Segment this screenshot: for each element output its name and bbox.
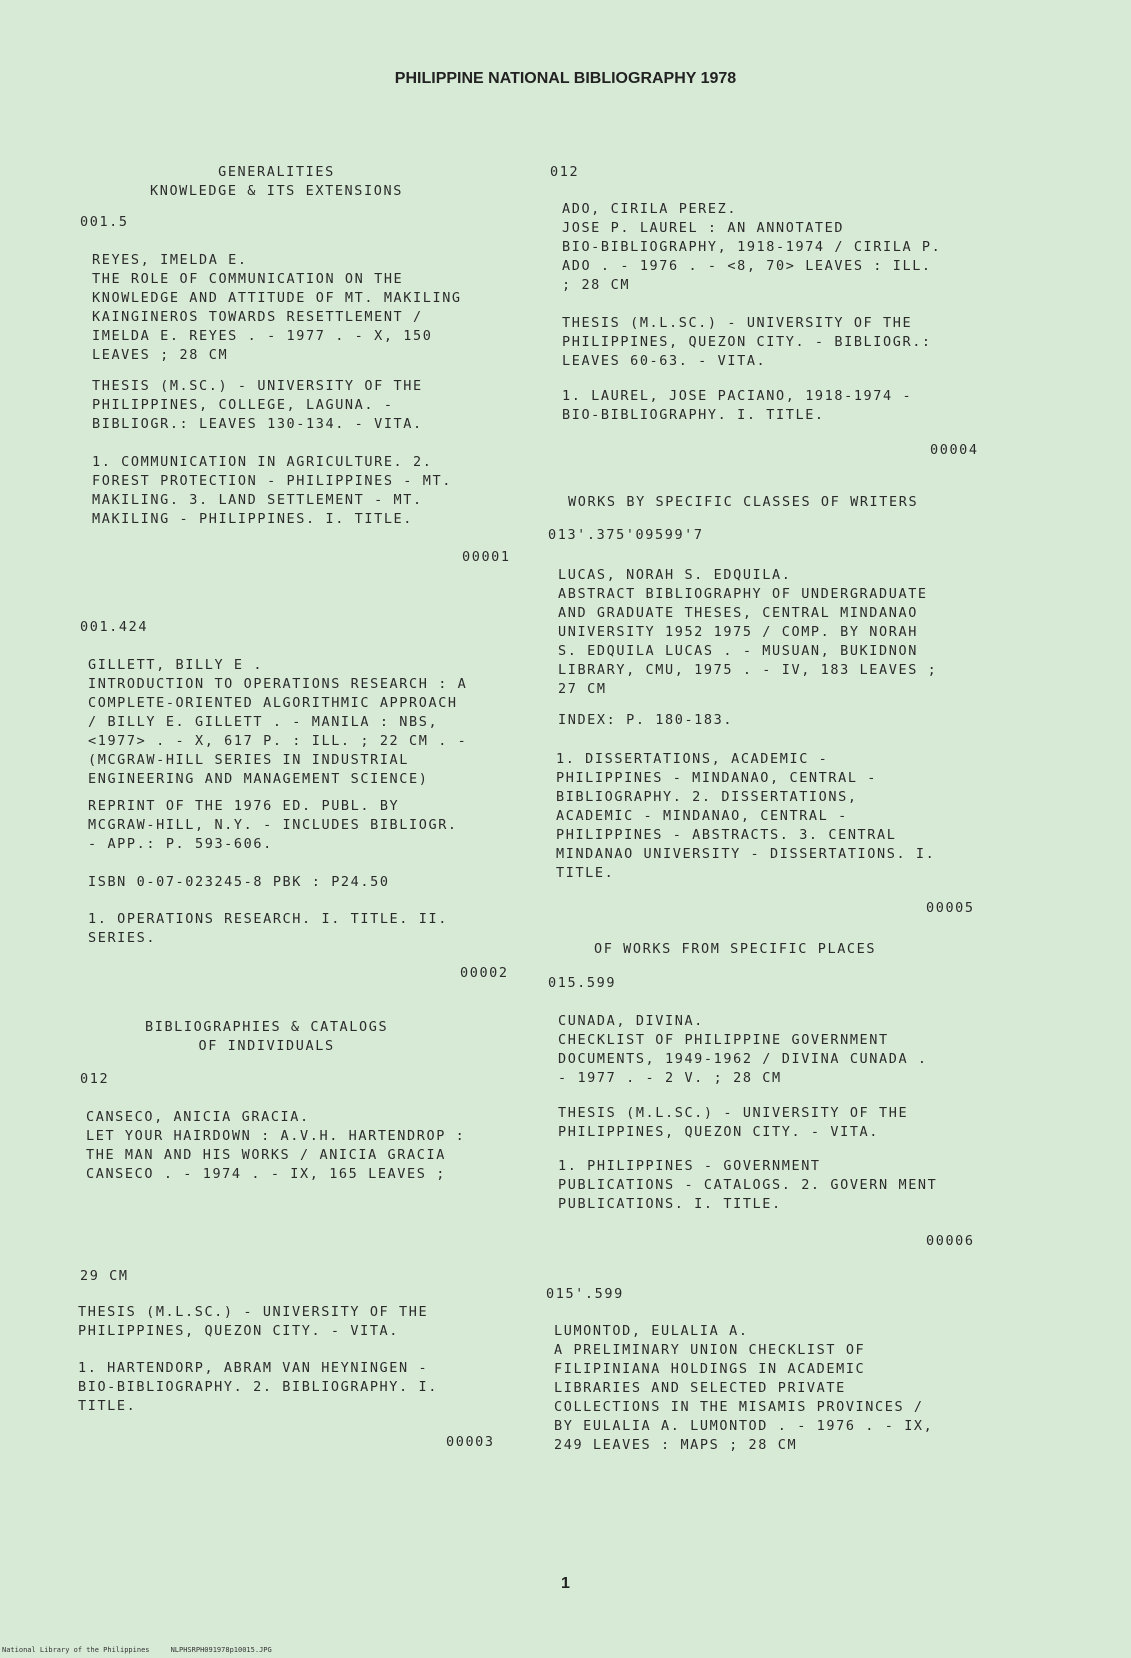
entry-body: CANSECO, ANICIA GRACIA. LET YOUR HAIRDOWN : A.V.H. HARTENDROP : THE MAN AND HIS WORKS / ANICIA GRACIA CANSECO . - 1974 . - IX, 165 LEAVES ; xyxy=(86,1109,466,1182)
scan-footer: National Library of the Philippines NLPHSRPH091978p10015.JPG xyxy=(2,1646,272,1654)
section-heading-classes-of-writers: WORKS BY SPECIFIC CLASSES OF WRITERS xyxy=(568,494,919,510)
entry-number: 00001 xyxy=(462,549,511,565)
class-number: 012 xyxy=(550,164,580,180)
entry-subjects: 1. OPERATIONS RESEARCH. I. TITLE. II. SERIES. xyxy=(88,911,448,946)
entry-body: LUMONTOD, EULALIA A. A PRELIMINARY UNION CHECKLIST OF FILIPINIANA HOLDINGS IN ACADEMIC LIBRARIES AND SELECTED PRIVATE COLLECTIONS IN THE MISAMIS PROVINCES / BY EULALIA A. LUMONTOD . - 1976 . - IX, 249 LEAVES : MAPS ; 28 CM xyxy=(554,1323,934,1453)
entry-number: 00002 xyxy=(460,965,509,981)
section-heading-generalities: GENERALITIES KNOWLEDGE & ITS EXTENSIONS xyxy=(150,164,403,199)
entry-note: THESIS (M.L.SC.) - UNIVERSITY OF THE PHILIPPINES, QUEZON CITY. - VITA. xyxy=(558,1105,909,1140)
page-number: 1 xyxy=(561,1575,570,1592)
entry-body: LUCAS, NORAH S. EDQUILA. ABSTRACT BIBLIOGRAPHY OF UNDERGRADUATE AND GRADUATE THESES, CENTRAL MINDANAO UNIVERSITY 1952 1975 / COMP. BY NORAH S. EDQUILA LUCAS . - MUSUAN, BUKIDNON LIBRARY, CMU, 1975 . - IV, 183 LEAVES ; 27 CM xyxy=(558,567,938,697)
entry-subjects: 1. COMMUNICATION IN AGRICULTURE. 2. FOREST PROTECTION - PHILIPPINES - MT. MAKILING. 3. LAND SETTLEMENT - MT. MAKILING - PHILIPPINES. I. TITLE. xyxy=(92,454,452,527)
entry-note: REPRINT OF THE 1976 ED. PUBL. BY MCGRAW-HILL, N.Y. - INCLUDES BIBLIOGR. - APP.: P. 593-606. xyxy=(88,798,458,852)
class-number: 013'.375'09599'7 xyxy=(548,527,704,543)
class-number: 015.599 xyxy=(548,975,617,991)
entry-subjects: 1. HARTENDORP, ABRAM VAN HEYNINGEN - BIO-BIBLIOGRAPHY. 2. BIBLIOGRAPHY. I. TITLE. xyxy=(78,1360,438,1414)
entry-number: 00004 xyxy=(930,442,979,458)
entry-note: THESIS (M.L.SC.) - UNIVERSITY OF THE PHILIPPINES, QUEZON CITY. - BIBLIOGR.: LEAVES 60-63. - VITA. xyxy=(562,315,932,369)
entry-subjects: 1. PHILIPPINES - GOVERNMENT PUBLICATIONS - CATALOGS. 2. GOVERN MENT PUBLICATIONS. I. TITLE. xyxy=(558,1158,938,1212)
entry-number: 00005 xyxy=(926,900,975,916)
class-number: 012 xyxy=(80,1071,110,1087)
entry-body: GILLETT, BILLY E . INTRODUCTION TO OPERATIONS RESEARCH : A COMPLETE-ORIENTED ALGORITHMIC APPROACH / BILLY E. GILLETT . - MANILA : NBS, <1977> . - X, 617 P. : ILL. ; 22 CM . - (MCGRAW-HILL SERIES IN INDUSTRIAL ENGINEERING AND MANAGEMENT SCIENCE) xyxy=(88,657,468,787)
entry-index: INDEX: P. 180-183. xyxy=(558,712,734,728)
page-title: PHILIPPINE NATIONAL BIBLIOGRAPHY 1978 xyxy=(394,70,737,87)
entry-isbn: ISBN 0-07-023245-8 PBK : P24.50 xyxy=(88,874,390,890)
section-heading-specific-places: OF WORKS FROM SPECIFIC PLACES xyxy=(594,941,877,957)
section-heading-bibliographies: BIBLIOGRAPHIES & CATALOGS OF INDIVIDUALS xyxy=(145,1019,389,1054)
entry-continuation: 29 CM xyxy=(80,1268,129,1284)
entry-note: THESIS (M.SC.) - UNIVERSITY OF THE PHILIPPINES, COLLEGE, LAGUNA. - BIBLIOGR.: LEAVES 130-134. - VITA. xyxy=(92,378,423,432)
entry-body: REYES, IMELDA E. THE ROLE OF COMMUNICATION ON THE KNOWLEDGE AND ATTITUDE OF MT. MAKILING KAINGINEROS TOWARDS RESETTLEMENT / IMELDA E. REYES . - 1977 . - X, 150 LEAVES ; 28 CM xyxy=(92,252,462,363)
entry-body: ADO, CIRILA PEREZ. JOSE P. LAUREL : AN ANNOTATED BIO-BIBLIOGRAPHY, 1918-1974 / CIRILA P. ADO . - 1976 . - <8, 70> LEAVES : ILL. ; 28 CM xyxy=(562,201,942,293)
entry-note: THESIS (M.L.SC.) - UNIVERSITY OF THE PHILIPPINES, QUEZON CITY. - VITA. xyxy=(78,1304,429,1339)
class-number: 001.5 xyxy=(80,214,129,230)
entry-subjects: 1. DISSERTATIONS, ACADEMIC - PHILIPPINES - MINDANAO, CENTRAL - BIBLIOGRAPHY. 2. DISSERTATIONS, ACADEMIC - MINDANAO, CENTRAL - PHILIPPINES - ABSTRACTS. 3. CENTRAL MINDANAO UNIVERSITY - DISSERTATIONS. I. TITLE. xyxy=(556,751,936,881)
class-number: 001.424 xyxy=(80,619,149,635)
entry-body: CUNADA, DIVINA. CHECKLIST OF PHILIPPINE GOVERNMENT DOCUMENTS, 1949-1962 / DIVINA CUNADA . - 1977 . - 2 V. ; 28 CM xyxy=(558,1013,928,1086)
entry-number: 00006 xyxy=(926,1233,975,1249)
class-number: 015'.599 xyxy=(546,1286,624,1302)
entry-number: 00003 xyxy=(446,1434,495,1450)
entry-subjects: 1. LAUREL, JOSE PACIANO, 1918-1974 - BIO-BIBLIOGRAPHY. I. TITLE. xyxy=(562,388,913,423)
